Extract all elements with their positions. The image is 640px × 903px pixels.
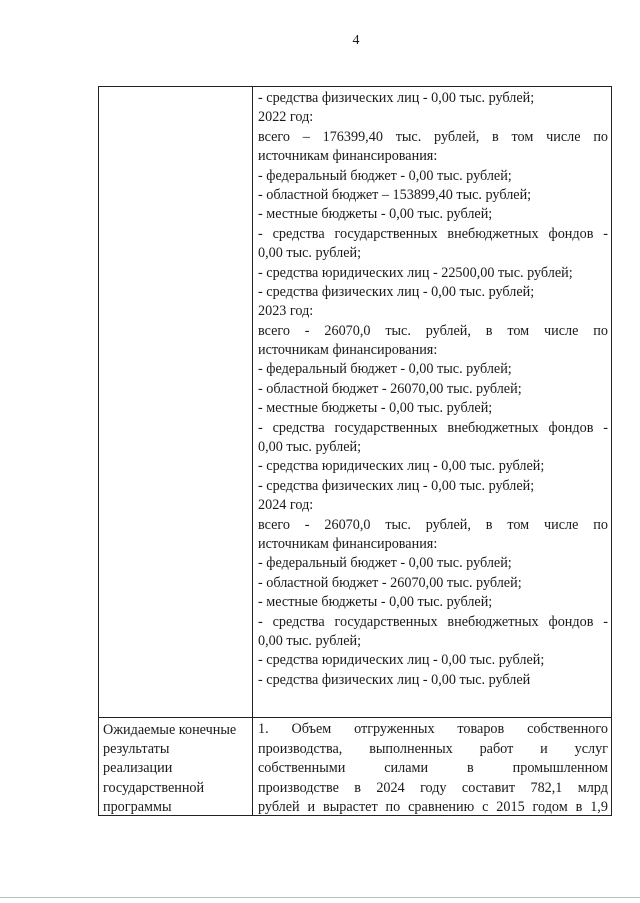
funding-cell [258,89,608,690]
funding-line: - местные бюджеты - 0,00 тыс. рублей; [258,594,493,611]
funding-line: - средства физических лиц - 0,00 тыс. рублей [258,671,531,688]
results-label-line: реализации [103,760,173,777]
funding-line: - областной бюджет – 153899,40 тыс. рублей; [258,186,532,203]
results-text-line: 1. Объем отгруженных товаров собственного [258,721,608,737]
funding-line: 0,00 тыс. рублей; [258,632,362,649]
row-divider [99,717,611,718]
results-label-line: программы [103,798,172,815]
results-label-line: результаты [103,741,170,758]
page-number: 4 [352,33,360,48]
funding-line: источникам финансирования: [258,535,438,552]
funding-line: - федеральный бюджет - 0,00 тыс. рублей; [258,361,512,378]
funding-line: - областной бюджет - 26070,00 тыс. рублей; [258,380,522,397]
results-label-line: Ожидаемые конечные [103,722,237,738]
funding-line: 2023 год: [258,303,314,320]
funding-line: - местные бюджеты - 0,00 тыс. рублей; [258,400,493,417]
funding-line: - федеральный бюджет - 0,00 тыс. рублей; [258,167,512,184]
funding-line: источникам финансирования: [258,148,438,165]
funding-line: 2022 год: [258,109,314,126]
funding-line: - областной бюджет - 26070,00 тыс. рублей; [258,574,522,591]
funding-line: всего - 26070,0 тыс. рублей, в том числе по [258,322,608,339]
results-text-line: производстве в 2024 году составит 782,1 млрд [258,779,608,796]
funding-line: - средства государственных внебюджетных фондов - [258,419,608,436]
funding-line: - средства юридических лиц - 0,00 тыс. рублей; [258,458,545,475]
funding-line: - средства государственных внебюджетных фондов - [258,225,608,242]
results-label-line: государственной [103,779,205,796]
funding-line: 0,00 тыс. рублей; [258,439,362,456]
expected-results-label [103,721,253,817]
program-passport-table [98,86,612,816]
funding-line: - местные бюджеты - 0,00 тыс. рублей; [258,206,493,223]
results-text-line: собственными силами в промышленном [258,760,608,777]
results-text-line: производства, выполненных работ и услуг [258,740,608,757]
funding-line: - средства государственных внебюджетных фондов - [258,613,608,630]
expected-results-text [258,720,608,818]
funding-line: - средства физических лиц - 0,00 тыс. рублей; [258,283,535,300]
funding-line: всего - 26070,0 тыс. рублей, в том числе по [258,516,608,533]
funding-line: - средства юридических лиц - 0,00 тыс. рублей; [258,652,545,669]
funding-line: всего – 176399,40 тыс. рублей, в том числе по [258,128,608,145]
funding-line: 0,00 тыс. рублей; [258,245,362,262]
funding-line: - средства физических лиц - 0,00 тыс. рублей; [258,477,535,494]
scan-edge-line [0,897,640,898]
column-divider [252,87,253,815]
funding-line: - средства юридических лиц - 22500,00 тыс. рублей; [258,264,573,281]
funding-line: источникам финансирования: [258,342,438,359]
funding-line: 2024 год: [258,497,314,514]
funding-line: - федеральный бюджет - 0,00 тыс. рублей; [258,555,512,572]
results-text-line: рублей и вырастет по сравнению с 2015 годом в 1,9 [258,799,608,816]
funding-line: - средства физических лиц - 0,00 тыс. рублей; [258,90,535,106]
